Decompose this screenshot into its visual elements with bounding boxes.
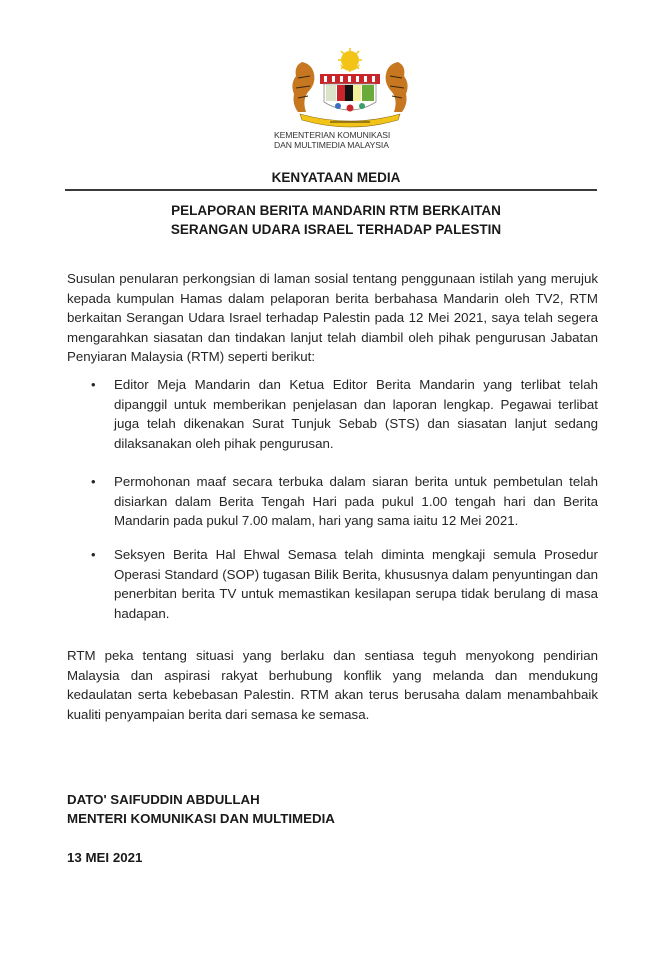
document-title-line2: SERANGAN UDARA ISRAEL TERHADAP PALESTIN (170, 222, 502, 237)
bullet-icon: • (91, 377, 96, 392)
statement-date: 13 MEI 2021 (67, 850, 143, 865)
bullet-icon: • (91, 547, 96, 562)
ministry-name-line1: KEMENTERIAN KOMUNIKASI (274, 130, 391, 140)
document-title (0, 201, 672, 239)
intro-paragraph: Susulan penularan perkongsian di laman sosial tentang penggunaan istilah yang merujuk kepada kumpulan Hamas dalam pelaporan berita berbahasa Mandarin oleh TV2, RTM berkaitan Serangan Udara Israel terhadap Palestin pada 12 Mei 2021, saya telah segera mengarahkan siasatan dan tindakan lanjut telah diambil oleh pihak pengurusan Jabatan Penyiaran Malaysia (RTM) seperti berikut: (67, 271, 598, 365)
ministry-logo (276, 48, 426, 128)
document-title-line1: PELAPORAN BERITA MANDARIN RTM BERKAITAN (171, 203, 501, 218)
document-kind: KENYATAAN MEDIA (271, 170, 401, 185)
bullet-icon: • (91, 474, 96, 489)
action-list-item-2 (90, 472, 598, 531)
action-list-item-3 (90, 545, 598, 623)
closing-paragraph: RTM peka tentang situasi yang berlaku dan sentiasa teguh menyokong pendirian Malaysia dan aspirasi rakyat berhubung konflik yang melanda dan mendukung kedaulatan serta kebebasan Palestin. RTM akan terus berusaha dalam menambahbaik kualiti penyampaian berita dari semasa ke semasa. (67, 648, 598, 722)
action-list-item-1 (90, 375, 598, 453)
bullet-text: Seksyen Berita Hal Ehwal Semasa telah diminta mengkaji semula Prosedur Operasi Standard (SOP) tugasan Bilik Berita, khususnya dalam penyuntingan dan penerbitan berita TV untuk memastikan kesilapan serupa tidak berulang di masa hadapan. (114, 547, 598, 621)
signatory-name: DATO' SAIFUDDIN ABDULLAH (67, 792, 260, 807)
bullet-text: Permohonan maaf secara terbuka dalam siaran berita untuk pembetulan telah disiarkan dalam Berita Tengah Hari pada pukul 1.00 tengah hari dan Berita Mandarin pada pukul 7.00 malam, hari yang sama iaitu 12 Mei 2021. (114, 474, 598, 529)
signatory-title: MENTERI KOMUNIKASI DAN MULTIMEDIA (67, 811, 335, 826)
coat-of-arms-icon (280, 48, 420, 128)
ministry-name (274, 130, 424, 150)
bullet-text: Editor Meja Mandarin dan Ketua Editor Berita Mandarin yang terlibat telah dipanggil untuk memberikan penjelasan dan laporan lengkap. Pegawai terlibat juga telah dikenakan Surat Tunjuk Sebab (STS) dan siasatan lanjut sedang dilaksanakan oleh pihak pengurusan. (114, 377, 598, 451)
header-divider (65, 189, 597, 191)
ministry-name-line2: DAN MULTIMEDIA MALAYSIA (274, 140, 389, 150)
